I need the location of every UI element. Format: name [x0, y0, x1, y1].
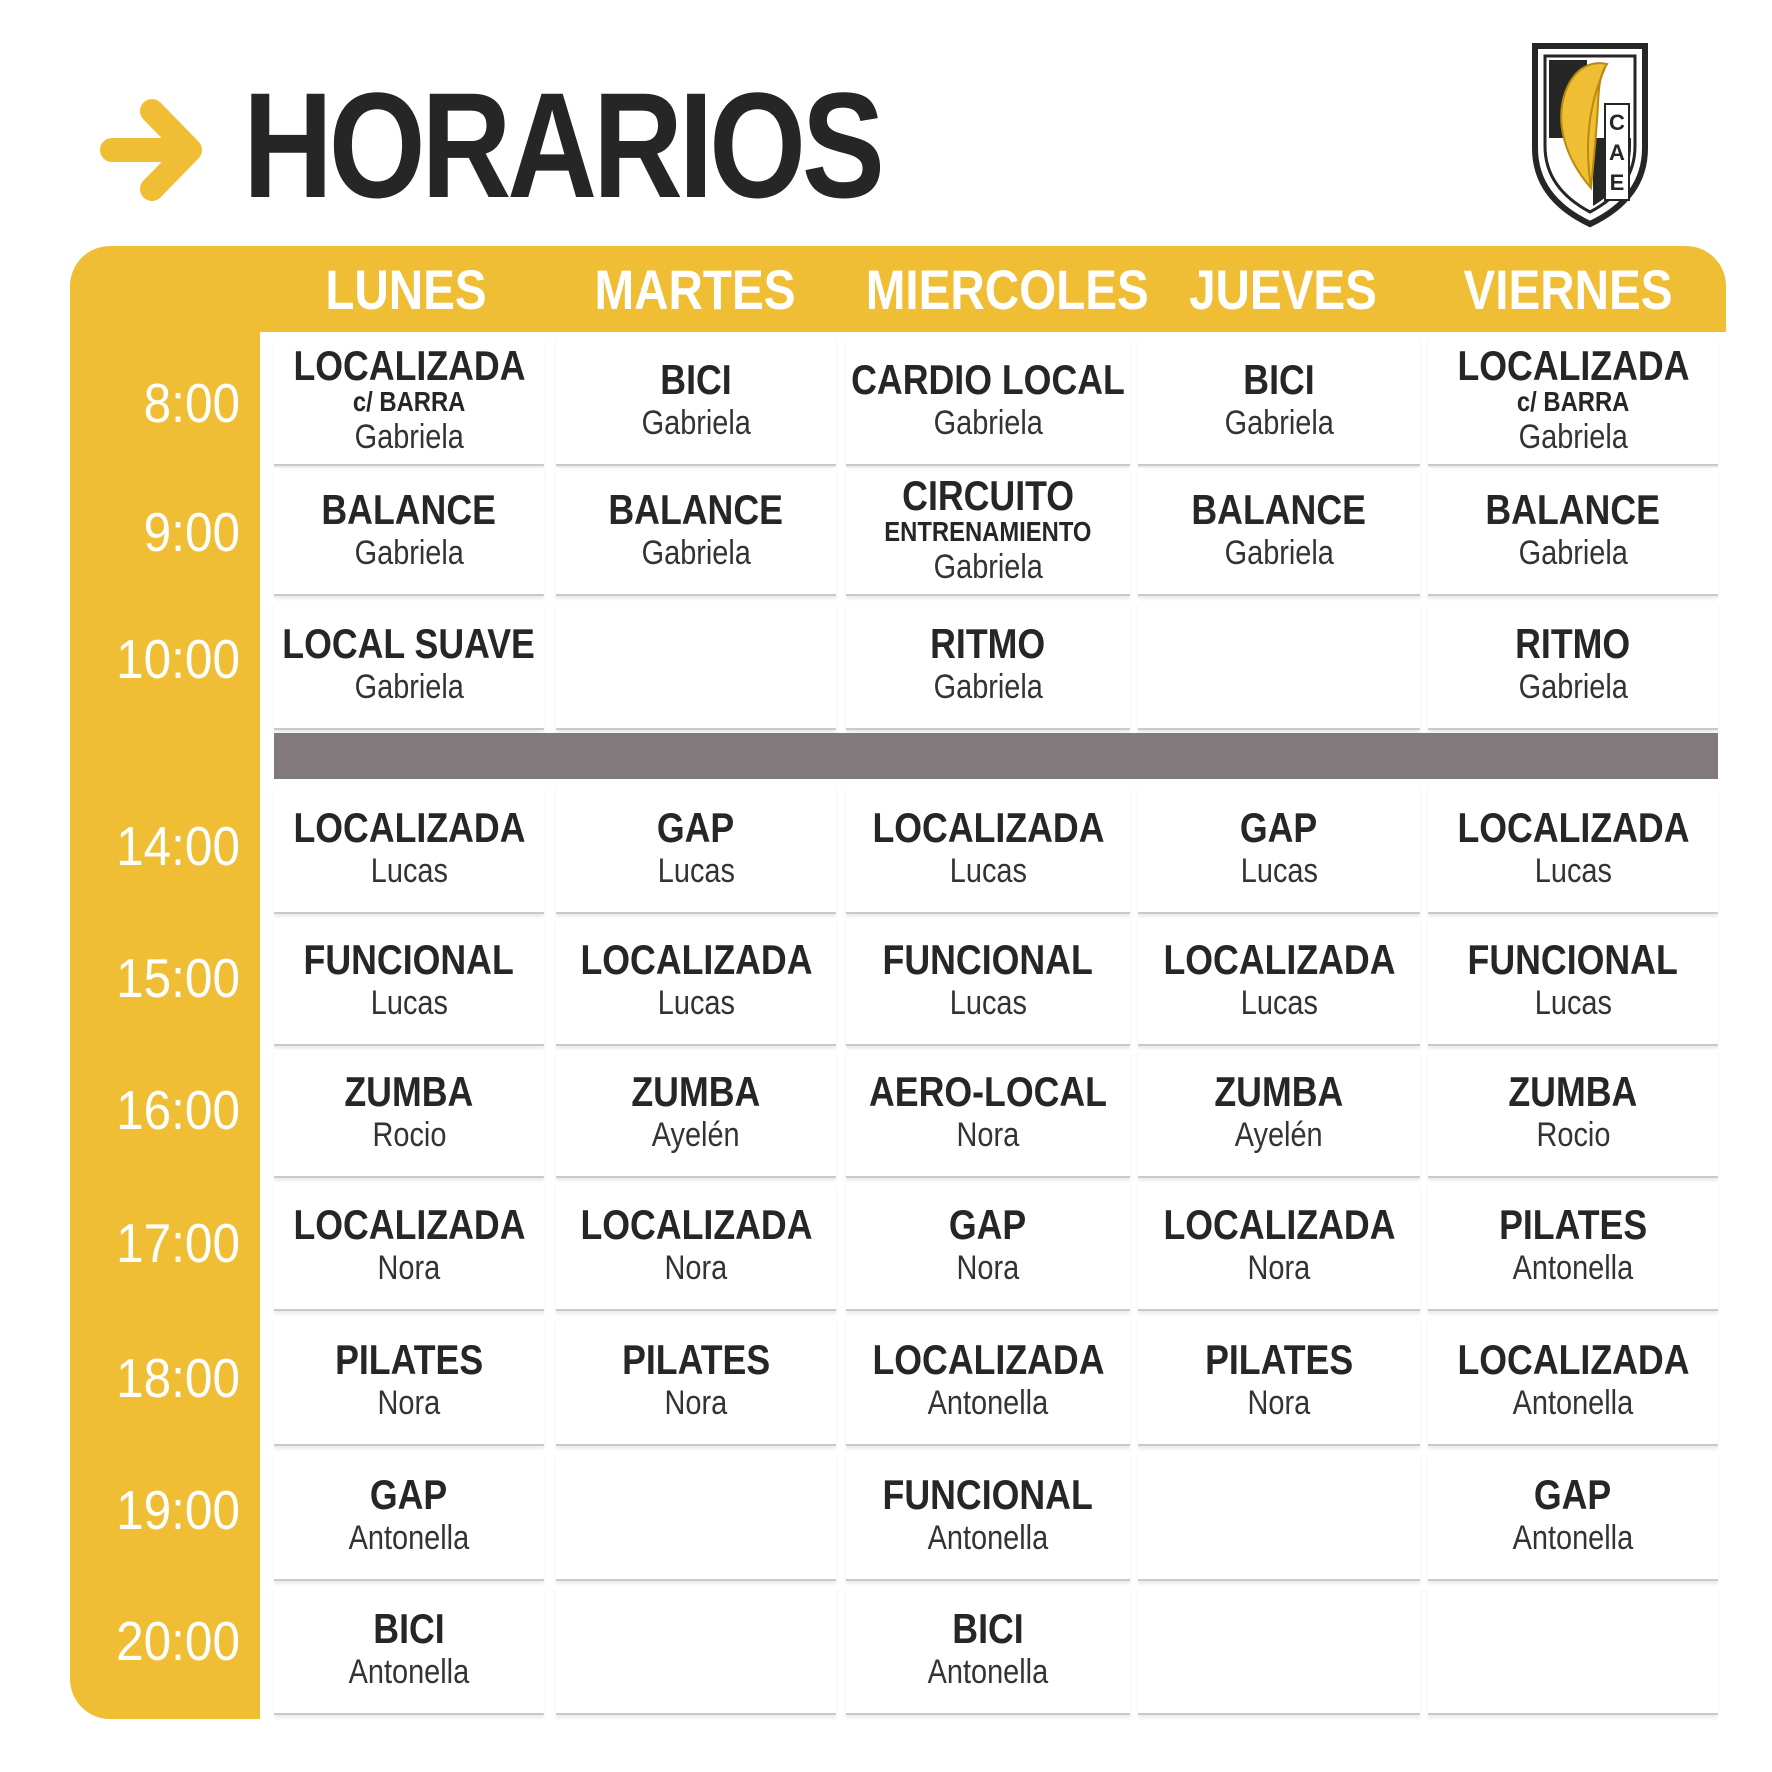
- class-name: BALANCE: [321, 486, 497, 533]
- class-cell: [274, 1587, 544, 1715]
- class-name: GAP: [1240, 804, 1318, 851]
- class-name: ZUMBA: [344, 1068, 474, 1115]
- class-cell: [1428, 786, 1718, 914]
- class-cell: [1138, 602, 1420, 730]
- lunch-break-bar: [274, 733, 1718, 779]
- class-name: FUNCIONAL: [1467, 936, 1679, 983]
- instructor-name: Lucas: [657, 984, 735, 1022]
- class-name: PILATES: [621, 1336, 771, 1383]
- instructor-name: Antonella: [927, 1519, 1049, 1557]
- class-name: RITMO: [930, 620, 1046, 667]
- class-name: GAP: [1534, 1471, 1612, 1518]
- instructor-name: Gabriela: [933, 668, 1043, 706]
- class-cell: [556, 1587, 836, 1715]
- class-cell: [1428, 1318, 1718, 1446]
- instructor-name: Lucas: [1534, 984, 1612, 1022]
- instructor-name: Lucas: [949, 852, 1027, 890]
- time-label: 17:00: [116, 1212, 240, 1274]
- logo-letter-c: C: [1609, 110, 1625, 135]
- class-name: LOCALIZADA: [292, 342, 526, 389]
- instructor-name: Gabriela: [354, 534, 464, 572]
- class-name: PILATES: [334, 1336, 484, 1383]
- class-name: BICI: [660, 356, 732, 403]
- class-name: FUNCIONAL: [303, 936, 515, 983]
- class-name: LOCALIZADA: [871, 804, 1105, 851]
- time-label: 10:00: [116, 628, 240, 690]
- instructor-name: Gabriela: [354, 418, 464, 456]
- time-label: 8:00: [143, 372, 240, 434]
- instructor-name: Nora: [664, 1384, 728, 1422]
- class-name: LOCALIZADA: [579, 936, 813, 983]
- class-name: AERO-LOCAL: [868, 1068, 1107, 1115]
- class-name: BICI: [373, 1605, 445, 1652]
- class-cell: [846, 918, 1130, 1046]
- class-cell: [556, 1318, 836, 1446]
- class-cell: [846, 338, 1130, 466]
- time-label: 15:00: [116, 947, 240, 1009]
- class-cell: [274, 1318, 544, 1446]
- class-subtitle: ENTRENAMIENTO: [884, 516, 1092, 547]
- class-name: FUNCIONAL: [882, 1471, 1094, 1518]
- class-cell: [1428, 602, 1718, 730]
- class-subtitle: c/ BARRA: [352, 386, 466, 417]
- class-cell: [556, 786, 836, 914]
- instructor-name: Gabriela: [1518, 668, 1628, 706]
- class-name: LOCALIZADA: [579, 1201, 813, 1248]
- class-name: LOCALIZADA: [871, 1336, 1105, 1383]
- instructor-name: Nora: [377, 1249, 441, 1287]
- class-name: LOCALIZADA: [1456, 1336, 1690, 1383]
- class-name: LOCALIZADA: [292, 804, 526, 851]
- class-name: FUNCIONAL: [882, 936, 1094, 983]
- day-header-viernes: VIERNES: [1463, 258, 1673, 321]
- instructor-name: Nora: [1247, 1384, 1311, 1422]
- time-label: 20:00: [116, 1610, 240, 1672]
- class-cell: [274, 338, 544, 466]
- class-name: CARDIO LOCAL: [851, 356, 1125, 403]
- class-cell: [1428, 1183, 1718, 1311]
- class-name: BALANCE: [1485, 486, 1661, 533]
- instructor-name: Nora: [664, 1249, 728, 1287]
- class-cell: [274, 1050, 544, 1178]
- day-header-jueves: JUEVES: [1189, 258, 1377, 321]
- time-label: 19:00: [116, 1479, 240, 1541]
- class-cell: [556, 602, 836, 730]
- class-cell: [274, 918, 544, 1046]
- class-cell: [846, 1318, 1130, 1446]
- class-subtitle: c/ BARRA: [1516, 386, 1630, 417]
- instructor-name: Lucas: [1534, 852, 1612, 890]
- class-cell: [1138, 1318, 1420, 1446]
- class-name: RITMO: [1515, 620, 1631, 667]
- class-cell: [846, 1587, 1130, 1715]
- instructor-name: Antonella: [927, 1384, 1049, 1422]
- class-name: LOCALIZADA: [1162, 1201, 1396, 1248]
- day-header-miercoles: MIERCOLES: [865, 258, 1149, 321]
- instructor-name: Ayelén: [1235, 1116, 1323, 1154]
- day-header-row: [260, 246, 1726, 332]
- instructor-name: Antonella: [1512, 1519, 1634, 1557]
- class-name: ZUMBA: [1508, 1068, 1638, 1115]
- class-name: BICI: [952, 1605, 1024, 1652]
- class-cell: [1428, 1453, 1718, 1581]
- class-name: GAP: [370, 1471, 448, 1518]
- time-label: 14:00: [116, 815, 240, 877]
- class-cell: [1428, 468, 1718, 596]
- class-name: LOCALIZADA: [1456, 804, 1690, 851]
- time-label: 18:00: [116, 1347, 240, 1409]
- time-label: 16:00: [116, 1079, 240, 1141]
- page-title: HORARIOS: [243, 61, 881, 229]
- class-cell: [556, 1050, 836, 1178]
- class-name: ZUMBA: [631, 1068, 761, 1115]
- class-name: LOCALIZADA: [1162, 936, 1396, 983]
- logo-letter-e: E: [1609, 170, 1625, 195]
- class-cell: [846, 786, 1130, 914]
- instructor-name: Gabriela: [1224, 404, 1334, 442]
- instructor-name: Ayelén: [652, 1116, 740, 1154]
- instructor-name: Lucas: [949, 984, 1027, 1022]
- class-cell: [846, 1050, 1130, 1178]
- class-name: PILATES: [1204, 1336, 1354, 1383]
- class-name: BICI: [1243, 356, 1315, 403]
- class-cell: [846, 1453, 1130, 1581]
- instructor-name: Lucas: [370, 852, 448, 890]
- class-name: GAP: [949, 1201, 1027, 1248]
- instructor-name: Antonella: [927, 1653, 1049, 1691]
- class-name: BALANCE: [608, 486, 784, 533]
- class-cell: [846, 468, 1130, 596]
- class-name: LOCALIZADA: [292, 1201, 526, 1248]
- club-shield-logo: [1525, 38, 1655, 228]
- class-cell: [274, 1453, 544, 1581]
- instructor-name: Gabriela: [933, 404, 1043, 442]
- instructor-name: Nora: [1247, 1249, 1311, 1287]
- class-name: BALANCE: [1191, 486, 1367, 533]
- class-name: LOCAL SUAVE: [282, 620, 536, 667]
- instructor-name: Antonella: [348, 1519, 470, 1557]
- class-cell: [846, 1183, 1130, 1311]
- instructor-name: Gabriela: [354, 668, 464, 706]
- class-name: GAP: [657, 804, 735, 851]
- class-cell: [556, 1183, 836, 1311]
- arrow-right-icon: [100, 95, 205, 205]
- instructor-name: Gabriela: [933, 548, 1043, 586]
- title-area: [0, 0, 1772, 240]
- instructor-name: Antonella: [1512, 1384, 1634, 1422]
- instructor-name: Nora: [956, 1116, 1020, 1154]
- class-cell: [556, 918, 836, 1046]
- class-cell: [1138, 338, 1420, 466]
- instructor-name: Antonella: [348, 1653, 470, 1691]
- instructor-name: Rocio: [372, 1116, 446, 1154]
- class-name: PILATES: [1498, 1201, 1648, 1248]
- day-header-lunes: LUNES: [325, 258, 487, 321]
- time-label: 9:00: [143, 501, 240, 563]
- class-cell: [1428, 1050, 1718, 1178]
- instructor-name: Nora: [377, 1384, 441, 1422]
- instructor-name: Gabriela: [641, 534, 751, 572]
- class-cell: [1428, 918, 1718, 1046]
- class-cell: [1428, 338, 1718, 466]
- day-header-martes: MARTES: [594, 258, 796, 321]
- class-cell: [1138, 918, 1420, 1046]
- class-name: LOCALIZADA: [1456, 342, 1690, 389]
- class-name: CIRCUITO: [902, 472, 1074, 519]
- class-cell: [274, 786, 544, 914]
- class-cell: [1138, 1183, 1420, 1311]
- instructor-name: Lucas: [370, 984, 448, 1022]
- instructor-name: Gabriela: [641, 404, 751, 442]
- class-cell: [1428, 1587, 1718, 1715]
- class-cell: [1138, 786, 1420, 914]
- class-cell: [274, 1183, 544, 1311]
- instructor-name: Gabriela: [1518, 534, 1628, 572]
- instructor-name: Gabriela: [1518, 418, 1628, 456]
- class-cell: [1138, 1050, 1420, 1178]
- class-cell: [556, 468, 836, 596]
- class-cell: [274, 468, 544, 596]
- class-cell: [274, 602, 544, 730]
- logo-letter-a: A: [1609, 140, 1625, 165]
- instructor-name: Lucas: [1240, 984, 1318, 1022]
- class-cell: [556, 338, 836, 466]
- instructor-name: Antonella: [1512, 1249, 1634, 1287]
- class-cell: [1138, 1453, 1420, 1581]
- class-cell: [1138, 468, 1420, 596]
- instructor-name: Rocio: [1536, 1116, 1610, 1154]
- class-cell: [1138, 1587, 1420, 1715]
- instructor-name: Nora: [956, 1249, 1020, 1287]
- instructor-name: Gabriela: [1224, 534, 1334, 572]
- instructor-name: Lucas: [657, 852, 735, 890]
- class-cell: [556, 1453, 836, 1581]
- instructor-name: Lucas: [1240, 852, 1318, 890]
- class-cell: [846, 602, 1130, 730]
- class-name: ZUMBA: [1214, 1068, 1344, 1115]
